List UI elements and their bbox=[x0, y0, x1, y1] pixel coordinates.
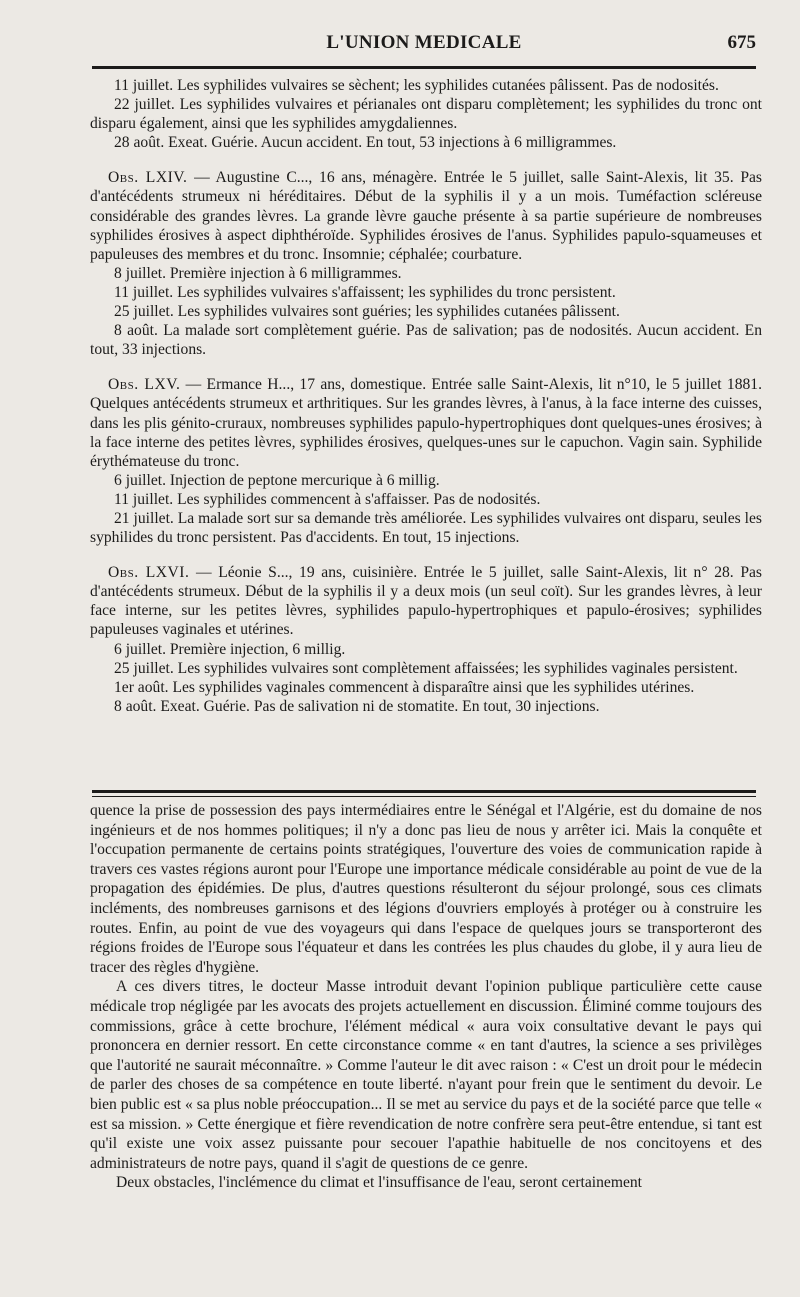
case-note: 21 juillet. La malade sort sur sa demande très améliorée. Les syphilides vulvaires ont disparu, seules les syphilides du tronc persistent. Pas d'accidents. En tout, 15 injections. bbox=[90, 509, 762, 547]
case-note: 1er août. Les syphilides vaginales commencent à disparaître ainsi que les syphilides utérines. bbox=[114, 678, 695, 696]
case-note: 6 juillet. Injection de peptone mercurique à 6 millig. bbox=[114, 471, 440, 489]
main-text bbox=[90, 801, 762, 1193]
observation-64 bbox=[90, 168, 762, 263]
observation-65 bbox=[90, 375, 762, 470]
observation-label: Obs. LXV. bbox=[108, 376, 181, 394]
page-header bbox=[92, 30, 756, 58]
body-paragraph: A ces divers titres, le docteur Masse introduit devant l'opinion publique particulière cette cause médicale trop négligée par les avocats des projets actuellement en discussion. Éliminé comme toujours des commissions, grâce à cette brochure, l'élément médical « aura voix consultative devant le pays qui prononcera en dernier ressort. En cette circonstance comme « en tant d'autres, la science a ses privilèges que l'autorité ne saurait méconnaître. » Comme l'auteur le dit avec raison : « C'est un droit pour le médecin de parler des choses de sa compétence en toute liberté. n'ayant pour frein que le sentiment du devoir. Le bien public est « sa plus noble préoccupation... Il se met au service du pays et de la société parce que telle « est sa mission. » Cette énergique et fière revendication de notre confrère sera peut-être entendue, si tant est qu'il existe une voix assez puissante pour secouer l'apathie habituelle de nos concitoyens et des administrateurs de notre pays, quand il s'agit de questions de ce genre. bbox=[90, 978, 762, 1172]
case-note: 11 juillet. Les syphilides vulvaires s'affaissent; les syphilides du tronc persistent. bbox=[114, 283, 616, 301]
case-note: 28 août. Exeat. Guérie. Aucun accident. En tout, 53 injections à 6 milligrammes. bbox=[114, 134, 617, 152]
case-note: 6 juillet. Première injection, 6 millig. bbox=[114, 640, 346, 658]
header-rule bbox=[92, 66, 756, 69]
case-note: 8 août. Exeat. Guérie. Pas de salivation ni de stomatite. En tout, 30 injections. bbox=[114, 697, 600, 715]
body-paragraph: quence la prise de possession des pays intermédiaires entre le Sénégal et l'Algérie, est du domaine de nos ingénieurs et de nos hommes politiques; il n'y a donc pas lieu de nous y arrêter ici. Mais la conquête et l'occupation permanente de certains points stratégiques, l'ouverture des voies de communication rapide à travers ces vastes régions auront pour l'Europe une importance médicale considérable au point de vue de la propagation des épidémies. De plus, d'autres questions résulteront du séjour prolongé, sous ces climats incléments, des nombreuses garnisons et des légions d'ouvriers employés à protéger ou à construire les routes. Enfin, au point de vue des voyageurs qui dans l'espace de quelques jours se transporteront des régions froides de l'Europe sous l'équateur et dans les contrées les plus chaudes du globe, il y aura lieu de tracer des règles d'hygiène. bbox=[90, 802, 762, 976]
case-note: 25 juillet. Les syphilides vulvaires sont guéries; les syphilides cutanées pâlissent. bbox=[114, 303, 620, 321]
case-note: 22 juillet. Les syphilides vulvaires et périanales ont disparu complètement; les syphilides du tronc ont disparu également, ainsi que les syphilides amygdaliennes. bbox=[90, 96, 762, 133]
observation-label: Obs. LXIV. bbox=[108, 169, 188, 187]
case-note: 11 juillet. Les syphilides commencent à s'affaisser. Pas de nodosités. bbox=[114, 490, 541, 508]
observation-intro: — Léonie S..., 19 ans, cuisinière. Entrée le 5 juillet, salle Saint-Alexis, lit n° 28. Pas d'antécédents strumeux. Début de la syphilis il y a deux mois (un seul coït). Sur les grandes lèvres, à leur face interne, sur les petites lèvres, syphilides papulo-hypertrophiques et papulo-érosives; syphilides papuleuses vaginales et utérines. bbox=[90, 564, 762, 639]
case-note: 25 juillet. Les syphilides vulvaires sont complètement affaissées; les syphilides vaginales persistent. bbox=[114, 659, 738, 677]
page-number: 675 bbox=[727, 32, 756, 53]
observation-label: Obs. LXVI. bbox=[108, 564, 190, 582]
section-divider-thin bbox=[92, 796, 756, 797]
case-note: 11 juillet. Les syphilides vulvaires se sèchent; les syphilides cutanées pâlissent. Pas de nodosités. bbox=[114, 77, 719, 94]
observation-intro: — Augustine C..., 16 ans, ménagère. Entrée le 5 juillet, salle Saint-Alexis, lit 35. Pas d'antécédents strumeux ni héréditaires. Début de la syphilis il y a un mois. Tuméfaction scléreuse considérable des grandes lèvres. La grande lèvre gauche présente à sa partie supérieure de nombreuses syphilides érosives à aspect diphthéroïde. Syphilides érosives de l'anus. Syphilides papulo-squameuses et papuleuses des membres et du tronc. Insomnie; céphalée; courbature. bbox=[90, 169, 762, 263]
running-title: L'UNION MEDICALE bbox=[326, 32, 522, 53]
observations-section bbox=[90, 76, 762, 716]
section-divider bbox=[92, 790, 756, 793]
case-note: 8 juillet. Première injection à 6 milligrammes. bbox=[114, 264, 402, 282]
body-paragraph: Deux obstacles, l'inclémence du climat et l'insuffisance de l'eau, seront certainement bbox=[116, 1174, 642, 1192]
observation-66 bbox=[90, 563, 762, 639]
observation-intro: — Ermance H..., 17 ans, domestique. Entrée salle Saint-Alexis, lit n°10, le 5 juillet 1881. Quelques antécédents strumeux et arthritiques. Sur les grandes lèvres, à l'anus, à la face interne des cuisses, dans les plis génito-cruraux, nombreuses syphilides papulo-hypertrophiques dont quelques-unes érosives; à la face interne des petites lèvres, syphilides érosives, quelques-unes sur le capuchon. Vagin sain. Syphilide érythémateuse du tronc. bbox=[90, 376, 762, 470]
case-note: 8 août. La malade sort complètement guérie. Pas de salivation; pas de nodosités. Aucun accident. En tout, 33 injections. bbox=[90, 322, 762, 359]
